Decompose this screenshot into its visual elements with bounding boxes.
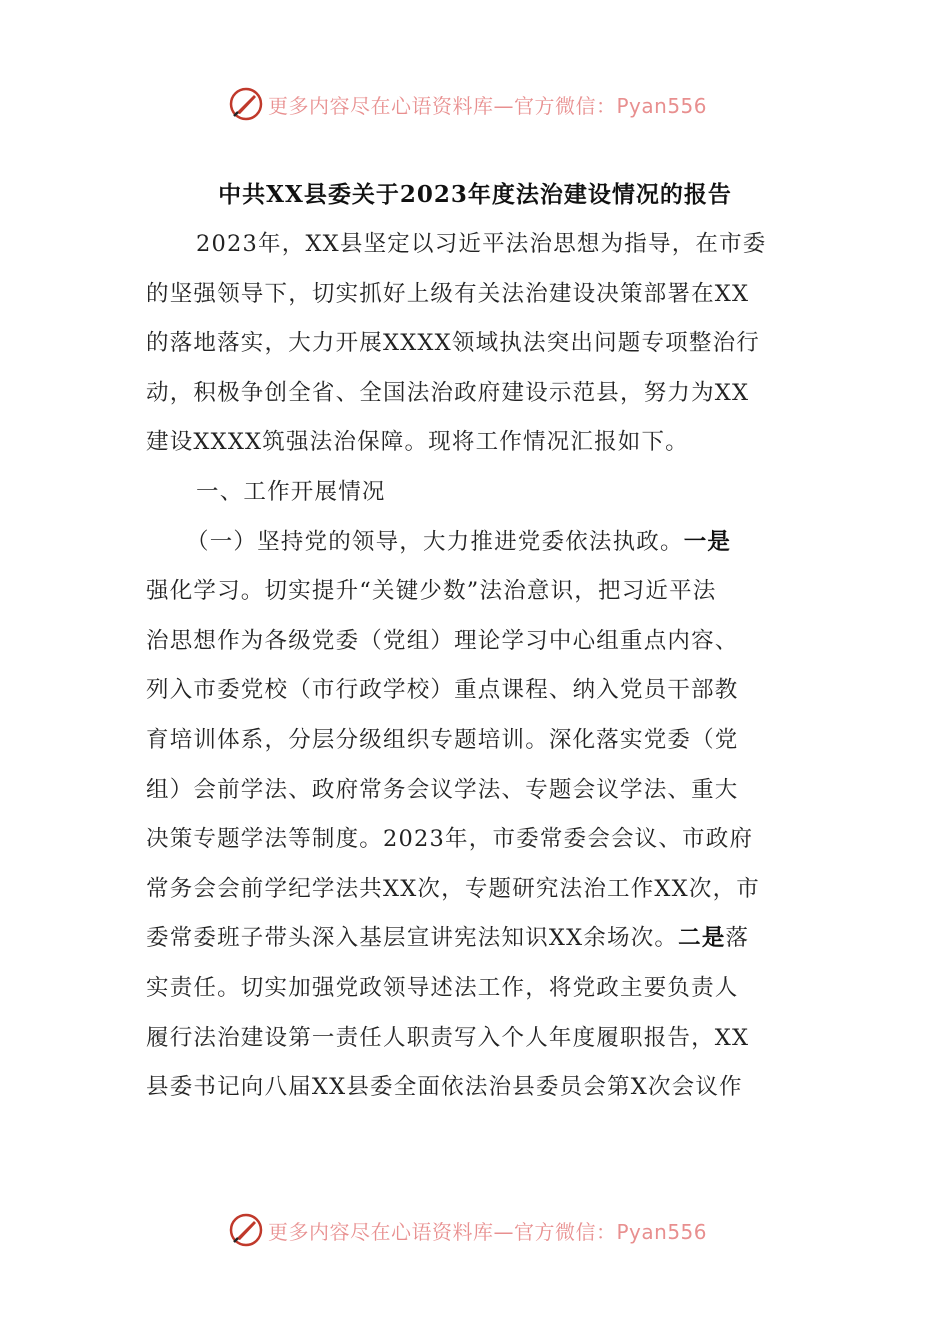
paragraph-line: 实责任。切实加强党政领导述法工作，将党政主要负责人	[146, 974, 739, 1001]
paragraph-text: 落	[725, 925, 750, 952]
paragraph-line	[146, 518, 796, 568]
quill-pen-logo-icon	[228, 86, 264, 122]
paragraph-line: 组）会前学法、政府常务会议学法、专题会议学法、重大	[146, 776, 739, 803]
paragraph-line: 履行法治建设第一责任人职责写入个人年度履职报告，XX	[146, 1024, 750, 1051]
section-heading: 一、工作开展情况	[196, 478, 386, 505]
paragraph-line: 强化学习。切实提升“关键少数”法治意识，把习近平法	[146, 578, 717, 605]
paragraph-line: 的落地落实，大力开展XXXX领域执法突出问题专项整治行	[146, 330, 760, 357]
quill-pen-logo-icon	[228, 1212, 264, 1248]
watermark-text: 更多内容尽在心语资料库—官方微信：Pyan556	[268, 1219, 708, 1244]
paragraph-text: 委常委班子带头深入基层宣讲宪法知识XX余场次。	[146, 925, 679, 952]
paragraph-line: 的坚强领导下，切实抓好上级有关法治建设决策部署在XX	[146, 280, 750, 307]
paragraph-line: 治思想作为各级党委（党组）理论学习中心组重点内容、	[146, 627, 739, 654]
paragraph-line: 决策专题学法等制度。2023年，市委常委会会议、市政府	[146, 826, 754, 853]
paragraph-line: 育培训体系，分层分级组织专题培训。深化落实党委（党	[146, 726, 739, 753]
bold-lead: 二是	[678, 925, 726, 952]
bold-lead: 一是	[683, 528, 732, 555]
subsection-heading: （一）坚持党的领导，大力推进党委依法执政。	[186, 528, 684, 555]
document-title: 中共XX县委关于2023年度法治建设情况的报告	[218, 181, 732, 208]
paragraph-line: 建设XXXX筑强法治保障。现将工作情况汇报如下。	[146, 429, 689, 456]
paragraph-line: 常务会会前学纪学法共XX次，专题研究法治工作XX次，市	[146, 875, 760, 902]
paragraph-line: 2023年，XX县坚定以习近平法治思想为指导，在市委	[196, 231, 767, 257]
watermark-header	[228, 84, 707, 124]
paragraph-line	[146, 914, 796, 964]
paragraph-line: 列入市委党校（市行政学校）重点课程、纳入党员干部教	[146, 677, 739, 704]
document-body	[146, 220, 796, 1113]
paragraph-line: 动，积极争创全省、全国法治政府建设示范县，努力为XX	[146, 379, 750, 406]
watermark-footer	[228, 1210, 707, 1250]
paragraph-line: 县委书记向八届XX县委全面依法治县委员会第X次会议作	[146, 1074, 743, 1101]
watermark-text: 更多内容尽在心语资料库—官方微信：Pyan556	[268, 93, 708, 118]
